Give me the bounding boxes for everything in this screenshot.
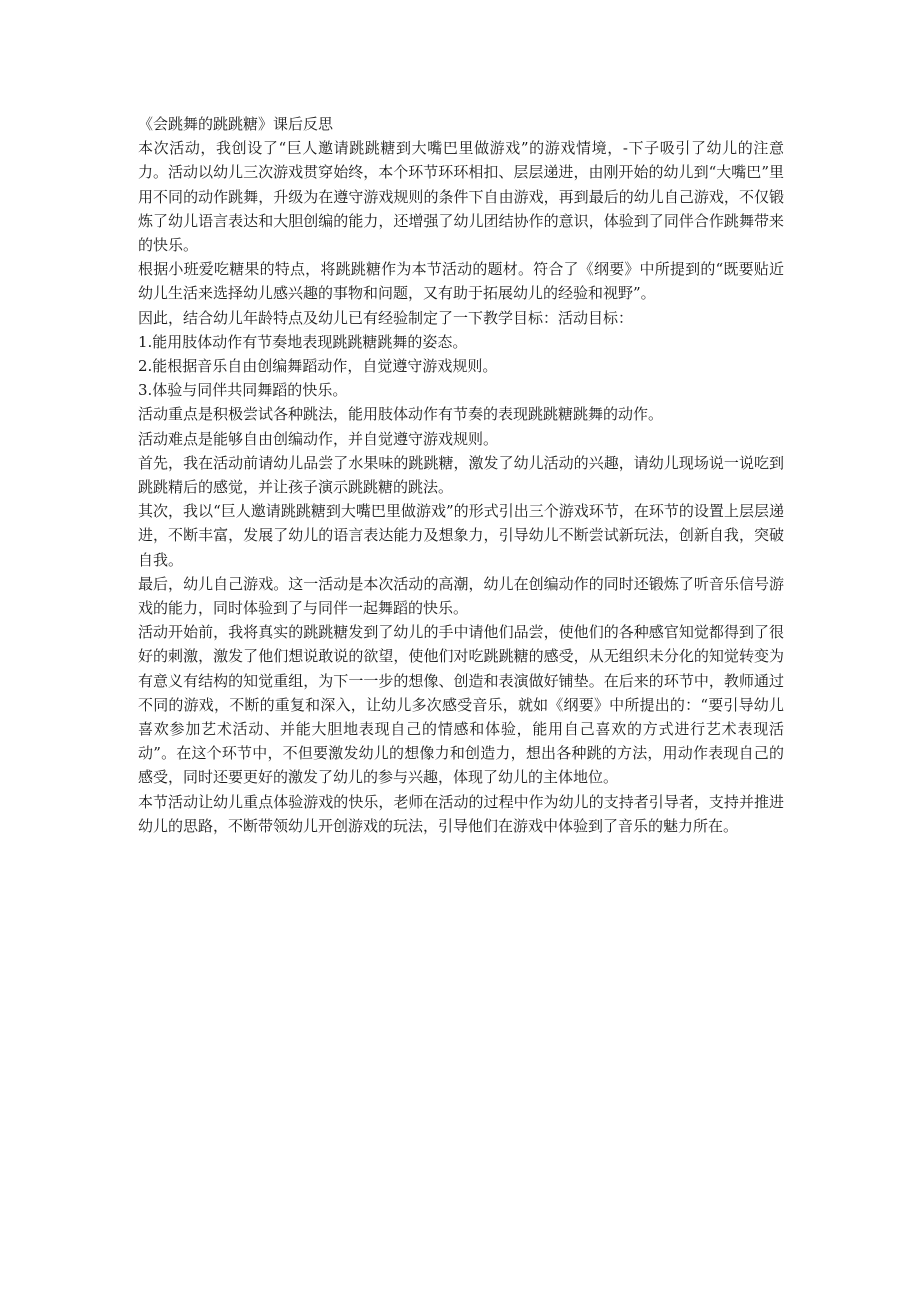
goal-item-3: 3.体验与同伴共同舞蹈的快乐。	[138, 381, 348, 400]
paragraph-activity-start: 活动开始前，我将真实的跳跳糖发到了幼儿的手中请他们品尝，使他们的各种感官知觉都得到了很好的刺激，激发了他们想说敢说的欲望，使他们对吃跳跳糖的感受，从无组织未分化的知觉转变为有意义有结构的知觉重组，为下一一步的想像、创造和表演做好铺垫。在后来的环节中，教师通过不同的游戏，不断的重复和深入，让幼儿多次感受音乐，就如《纲要》中所提出的：“要引导幼儿喜欢参加艺术活动、并能大胆地表现自己的情感和体验，能用自己喜欢的方式进行艺术表现活动”。在这个环节中，不但要激发幼儿的想像力和创造力，想出各种跳的方法，用动作表现自己的感受，同时还要更好的激发了幼儿的参与兴趣，体现了幼儿的主体地位。	[138, 623, 784, 787]
paragraph-first: 首先，我在活动前请幼儿品尝了水果味的跳跳糖，激发了幼儿活动的兴趣，请幼儿现场说一说吃到跳跳精后的感觉，并让孩子演示跳跳糖的跳法。	[138, 453, 784, 497]
document-page	[138, 112, 784, 838]
paragraph-intro: 本次活动，我创设了“巨人邀请跳跳糖到大嘴巴里做游戏”的游戏情境，-下子吸引了幼儿的注意力。活动以幼儿三次游戏贯穿始终，本个环节环环相扣、层层递进，由刚开始的幼儿到“大嘴巴”里用不同的动作跳舞，升级为在遵守游戏规则的条件下自由游戏，再到最后的幼儿自己游戏，不仅锻炼了幼儿语言表达和大胆创编的能力，还增强了幼儿团结协作的意识，体验到了同伴合作跳舞带来的快乐。	[138, 139, 784, 255]
paragraph-theme: 根据小班爱吃糖果的特点，将跳跳糖作为本节活动的题材。符合了《纲要》中所提到的“既要贴近幼儿生活来选择幼儿感兴趣的事物和问题，又有助于拓展幼儿的经验和视野”。	[138, 260, 784, 303]
paragraph-conclusion: 本节活动让幼儿重点体验游戏的快乐，老师在活动的过程中作为幼儿的支持者引导者，支持并推进幼儿的思路，不断带领幼儿开创游戏的玩法，引导他们在游戏中体验到了音乐的魅力所在。	[138, 792, 784, 835]
goal-item-2: 2.能根据音乐自由创编舞蹈动作，自觉遵守游戏规则。	[138, 357, 498, 376]
paragraph-key-point: 活动重点是积极尝试各种跳法，能用肢体动作有节奏的表现跳跳糖跳舞的动作。	[138, 405, 664, 424]
goal-item-1: 1.能用肢体动作有节奏地表现跳跳糖跳舞的姿态。	[138, 332, 468, 351]
paragraph-difficulty: 活动难点是能够自由创编动作，并自觉遵守游戏规则。	[138, 429, 499, 448]
document-title: 《会跳舞的跳跳糖》课后反思	[138, 115, 334, 133]
paragraph-last: 最后，幼儿自己游戏。这一活动是本次活动的高潮，幼儿在创编动作的同时还锻炼了听音乐信号游戏的能力，同时体验到了与同伴一起舞蹈的快乐。	[138, 574, 784, 618]
paragraph-second: 其次，我以“巨人邀请跳跳糖到大嘴巴里做游戏”的形式引出三个游戏环节，在环节的设置上层层递进，不断丰富，发展了幼儿的语言表达能力及想象力，引导幼儿不断尝试新玩法，创新自我，突破自我。	[138, 502, 784, 569]
paragraph-goals-intro: 因此，结合幼儿年龄特点及幼儿已有经验制定了一下教学目标：活动目标：	[138, 308, 634, 327]
